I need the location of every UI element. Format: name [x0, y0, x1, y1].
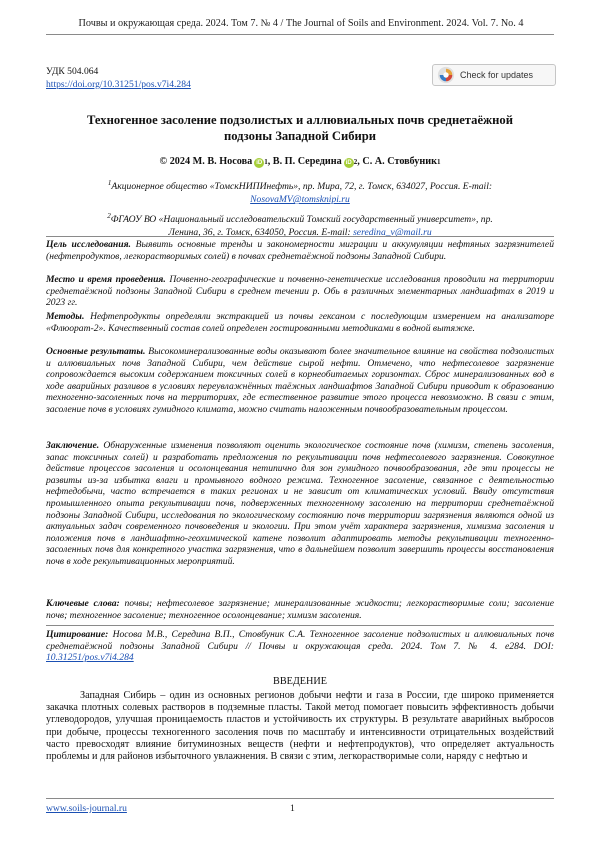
footer-rule [46, 798, 554, 799]
author-line: © 2024 М. В. Носова iD 1, В. П. Середина iD 2, С. А. Стовбуник1 [159, 156, 441, 167]
citation: Цитирование: Носова М.В., Середина В.П., Стовбуник С.А. Техногенное засоление подзолистых и аллювиальных почв среднетаёжной подзоны Западной Сибири // Почвы и окружающая среда. 2024. Том 7. № 4. e284. DOI: 10.31251/pos.v7i4.284 [46, 629, 554, 664]
keywords: Ключевые слова: почвы; нефтесолевое загрязнение; минерализованные жидкости; легкорастворимые соли; засоление почв; техногенное засоление; техногенное осолонцевание; химизм засоления. [46, 598, 554, 621]
journal-site-link[interactable]: www.soils-journal.ru [46, 803, 127, 814]
author-1-affil: 1 [264, 158, 268, 166]
author-1: М. В. Носова [192, 156, 253, 167]
citation-top-rule [46, 625, 554, 626]
intro-text [46, 690, 554, 763]
author-3: С. А. Стовбуник [362, 156, 437, 167]
email-link-2[interactable]: seredina_v@mail.ru [353, 227, 432, 239]
affiliation-2: $^2$ФГАОУ ВО «Национальный исследовательский Томский государственный университет», пр. Ленина, 36, г. Томск, 634050, Россия. E-mail: seredina_v@mail.ru [107, 212, 493, 239]
citation-doi-link[interactable]: 10.31251/pos.v7i4.284 [46, 652, 134, 664]
section-heading: ВВЕДЕНИЕ [273, 676, 327, 687]
email-link-1[interactable]: NosovaMV@tomsknipi.ru [250, 194, 350, 206]
intro-paragraph: Западная Сибирь – один из основных регионов добычи нефти и газа в России, где широко применяется закачка плотных солевых растворов в подземные пласты. Такой метод помогает повысить эффективность добычи углеводородов, улучшая проницаемость пластов и устойчивость их структуры. В результате аварийных выбросов при добыче, процессы техногенного засоления почв по масштабу и интенсивности отрицательных воздействий часто превосходят влияние битуминозных веществ (нефти и нефтепродуктов), что определяет актуальность проблемы и для районов избыточного увлажнения. В связи с этим, легкорастворимые соли, наряду с нефтью и [46, 690, 554, 763]
abstract-results: Основные результаты. Высокоминерализованные воды оказывают более значительное влияние на свойства подзолистых и аллювиальных почв Западной Сибири, чем действие сырой нефти. Отмечено, что нефтесолевое загрязнение сопровождается высоким содержанием токсичных солей в корнеобитаемых горизонтах. Сброс минерализованных вод в ходе аварийных разливов в условиях переувлажнённых таёжных ландшафтов Западной Сибири приводит к образованию техногенно-засоленных почв на территориях, где естественное развитие этого процесса невозможно. В связи с этим, засоление почв в условиях гумидного климата, можно считать наложенным почвообразовательным процессом. [46, 346, 555, 415]
doi-link[interactable]: https://doi.org/10.31251/pos.v7i4.284 [46, 79, 191, 90]
abstract-conclusion: Заключение. Обнаруженные изменения позволяют оценить экологическое состояние почв (химизм, степень засоления, запас токсичных солей) и разработать предложения по рекультивации почв нефтесолевого загрязнения. Совокупное действие процессов засоления и осолонцевания нетипично для зон гумидного почвообразования, где эти процессы не развиты из-за избытка влаги и промывного водного режима. Техногенное засоление, связанное с деятельностью нефтедобычи, часто встречается в таких регионах и не зависит от климатических условий. Ввиду отсутствия промышленного опыта рекультивации почв, подверженных техногенному засолению на территории среднетаёжной подзоны Западной Сибири, исследования по экологическому состоянию почв территории загрязнения являются одной из актуальных задач современного почвоведения и экологии. При этом учёт характера загрязнения, химизма засоления и положения почв в ландшафтно-геохимической катене позволит адаптировать методы рекультивации техногенно-засоленных почв для конкретного участка загрязнения, что в дальнейшем позволит завершить процессы восстановления почв в ходе рекультивационных мероприятий. [46, 440, 554, 567]
author-2-affil: 2 [353, 158, 358, 166]
check-updates-icon [437, 66, 455, 84]
author-2: В. П. Середина [272, 156, 342, 167]
author-3-affil: 1 [436, 158, 441, 166]
article-title: Техногенное засоление подзолистых и аллювиальных почв среднетаёжной подзоны Западной Сибири [87, 113, 513, 143]
running-header: Почвы и окружающая среда. 2024. Том 7. № 4 / The Journal of Soils and Environment. 2024. Vol. 7. No. 4 [78, 18, 524, 29]
abstract-place: Место и время проведения. Почвенно-географические и почвенно-генетические исследования проводили на территории среднетаёжной подзоны Западной Сибири в среднем течении р. Обь в различных элементарных ландшафтах в 2019 и 2023 гг. [46, 274, 555, 309]
abstract-goal: Цель исследования. Выявить основные тренды и закономерности миграции и аккумуляции нефтяных загрязнителей (нефтепродуктов, легкорастворимых солей) в почвах среднетаёжной подзоны Западной Сибири. [46, 239, 554, 262]
orcid-icon[interactable]: iD [256, 160, 263, 166]
page-number: 1 [290, 803, 295, 814]
orcid-icon[interactable]: iD [345, 160, 352, 166]
check-for-updates-button[interactable] [432, 64, 556, 86]
abstract-top-rule [46, 236, 554, 237]
check-updates-label: Check for updates [460, 70, 534, 80]
affiliation-1: $^1$Акционерное общество «ТомскНИПИнефть», пр. Мира, 72, г. Томск, 634027, Россия. E-mail: NosovaMV@tomsknipi.ru [107, 179, 493, 206]
abstract-methods: Методы. Нефтепродукты определяли экстракцией из почвы гексаном с последующим измерением на анализаторе «Флюорат-2». Качественный состав солей определен гостированными методиками в водной вытяжке. [46, 311, 554, 334]
header-rule [46, 34, 554, 35]
copyright: © 2024 [159, 156, 191, 167]
udk-code: УДК 504.064 [46, 66, 99, 77]
